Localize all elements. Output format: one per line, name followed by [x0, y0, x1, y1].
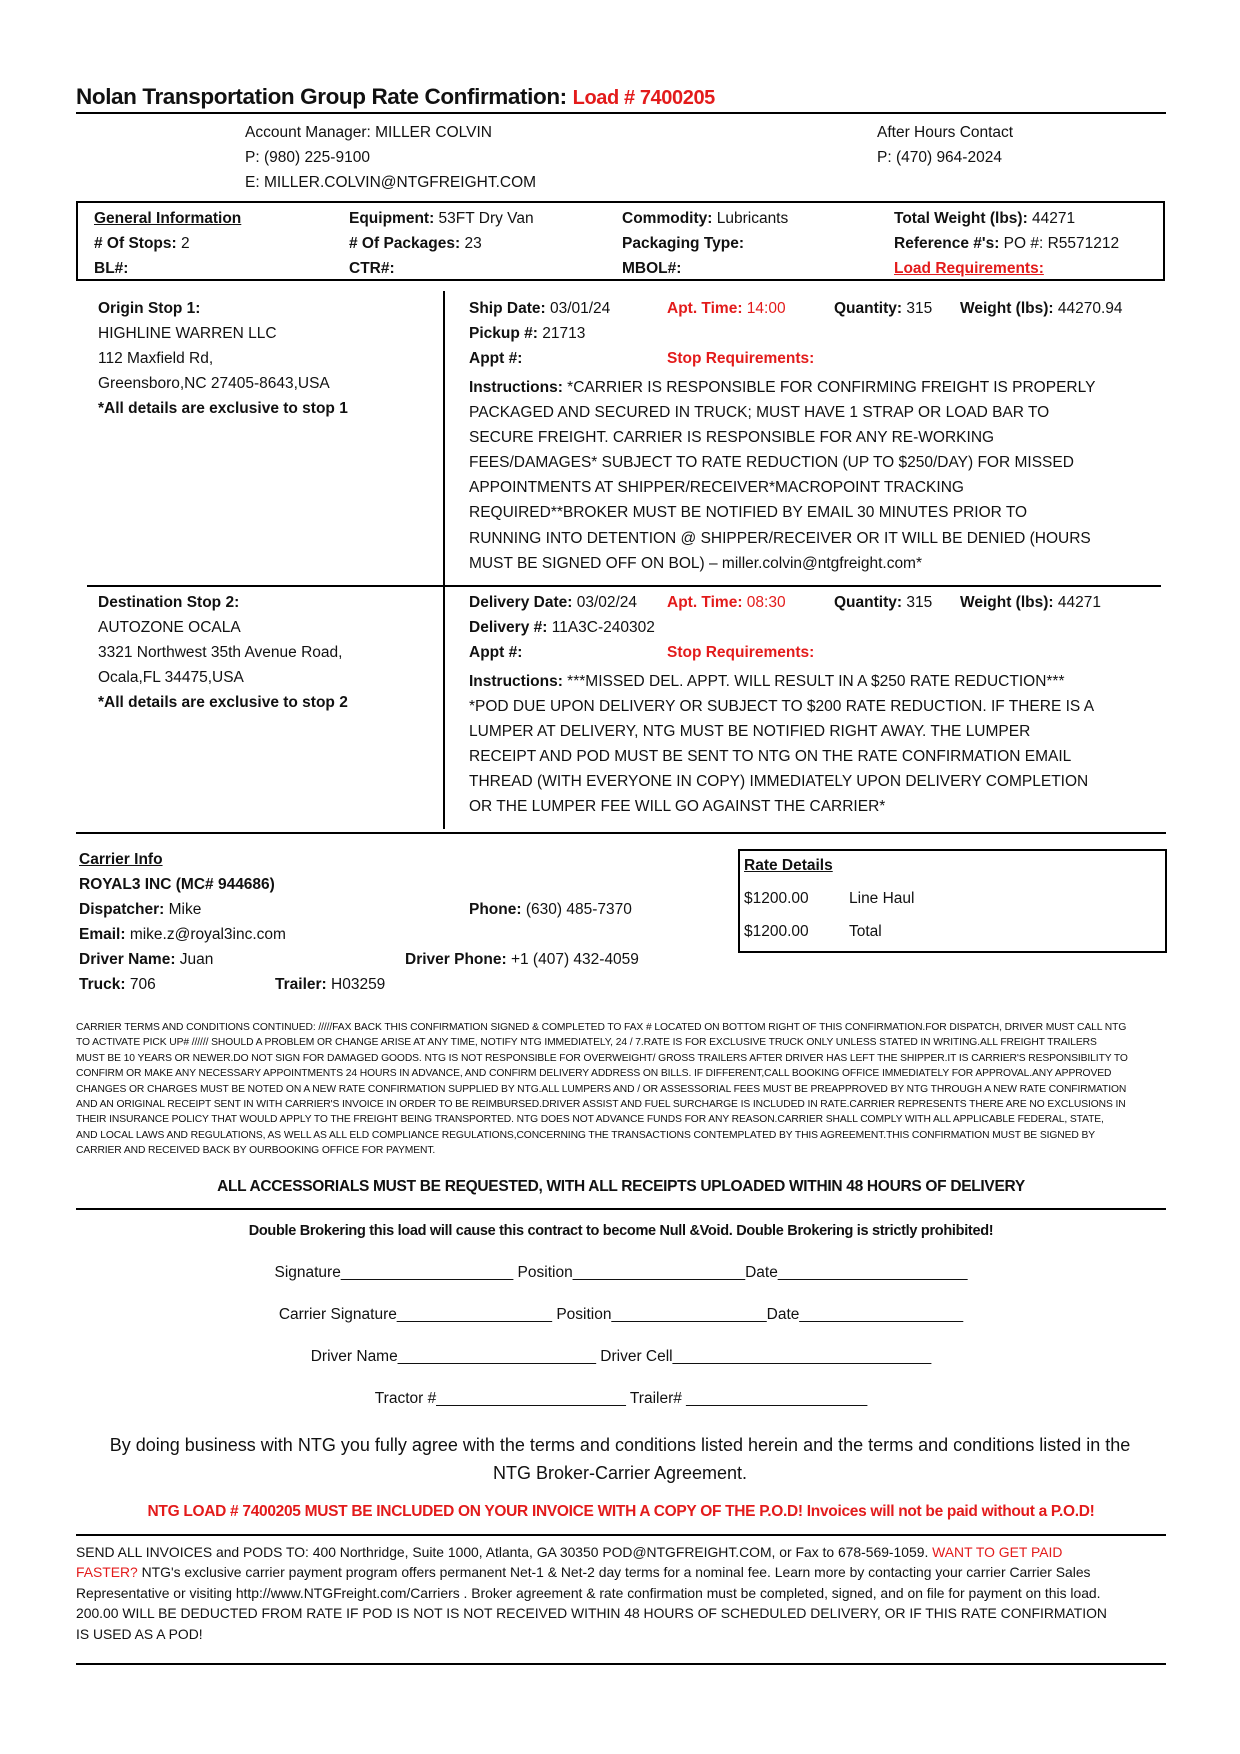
- agreement-statement: By doing business with NTG you fully agree with the terms and conditions listed herein and the terms and conditions listed in the NTG Broker-Carrier Agreement.: [109, 1435, 1131, 1483]
- rate-row-total: [744, 923, 882, 941]
- stops-count: # Of Stops: 2: [94, 235, 190, 252]
- origin-weight: Weight (lbs): 44270.94: [960, 300, 1123, 317]
- load-requirements-link[interactable]: Load Requirements:: [894, 260, 1044, 277]
- account-manager-block: [245, 120, 536, 195]
- invoice-notice: NTG LOAD # 7400205 MUST BE INCLUDED ON YOUR INVOICE WITH A COPY OF THE P.O.D! Invoices will not be paid without a P.O.D!: [147, 1503, 1095, 1520]
- equipment: Equipment: 53FT Dry Van: [349, 210, 534, 227]
- after-hours-block: [877, 120, 1013, 170]
- carrier-terms: CARRIER TERMS AND CONDITIONS CONTINUED: /////FAX BACK THIS CONFIRMATION SIGNED & COMPLETED TO FAX # LOCATED ON BOTTOM RIGHT OF THIS CONFIRMATION.FOR DISPATCH, DRIVER MUST CALL NTG TO ACTIVATE PICK UP# ////// SHOULD A PROBLEM OR CHANGE ARISE AT ANY TIME, NOTIFY NTG IMMEDIATELY, 24 / 7.RATE IS FOR EXCLUSIVE TRUCK ONLY UNLESS STATED IN WRITING.ALL FREIGHT TRAILERS MUST BE 10 YEARS OR NEWER.DO NOT SIGN FOR DAMAGED GOODS. NTG IS NOT RESPONSIBLE FOR OVERWEIGHT/ GROSS TRAILERS AFTER DRIVER HAS LEFT THE SHIPPER.IT IS CARRIER'S RESPONSIBILITY TO CONFIRM OR MAKE ANY NECESSARY APPOINTMENTS 24 HOURS IN ADVANCE, AND CONFIRM DELIVERY ADDRESS ON BILLS. IF DIFFERENT,CALL BOOKING OFFICE IMMEDIATELY FOR APPROVAL.ANY APPROVED CHANGES OR CHARGES MUST BE NOTED ON A NEW RATE CONFIRMATION SUPPLIED BY NTG.ALL LUMPERS AND / OR ASSESSORIAL FEES MUST BE PREAPPROVED BY NTG THROUGH A NEW RATE CONFIRMATION AND AN ORIGINAL RECEIPT SENT IN WITH CARRIER'S INVOICE IN ORDER TO BE REIMBURSED.DRIVER ASSIST AND FUEL SURCHARGE IS INCLUDED IN RATE.CARRIER REPRESENTS THERE ARE NO EXCLUSIONS IN THEIR INSURANCE POLICY THAT WOULD APPLY TO THE FREIGHT BEING TRANSPORTED. NTG DOES NOT ADVANCE FUNDS FOR ANY REASON.CARRIER SHALL COMPLY WITH ALL APPLICABLE FEDERAL, STATE, AND LOCAL LAWS AND REGULATIONS, AS WELL AS ALL ELD COMPLIANCE REGULATIONS,CONCERNING THE TRANSACTIONS CONTEMPLATED BY THIS AGREEMENT.THIS CONFIRMATION MUST BE SIGNED BY CARRIER AND RECEIVED BACK BY OURBOOKING OFFICE FOR PAYMENT.: [76, 1022, 1128, 1157]
- title-rule: [76, 112, 1166, 114]
- origin-name: HIGHLINE WARREN LLC: [98, 325, 277, 342]
- origin-apt-time: Apt. Time: 14:00: [667, 300, 786, 317]
- destination-address-line2: Ocala,FL 34475,USA: [98, 669, 244, 686]
- general-col-2: [349, 206, 534, 281]
- driver-phone: Driver Phone: +1 (407) 432-4059: [405, 951, 639, 968]
- general-col-1: [94, 206, 241, 281]
- signature-line[interactable]: Signature____________________ Position____________________Date______________________: [274, 1264, 968, 1281]
- reference-numbers: Reference #'s: PO #: R5571212: [894, 235, 1120, 252]
- origin-pickup-number: Pickup #: 21713: [469, 325, 586, 342]
- packaging-type: Packaging Type:: [622, 235, 745, 252]
- origin-stop-heading: Origin Stop 1:: [98, 300, 201, 317]
- origin-address-line1: 112 Maxfield Rd,: [98, 350, 214, 367]
- rate-details-heading: Rate Details: [744, 857, 833, 874]
- origin-instructions: Instructions: *CARRIER IS RESPONSIBLE FOR CONFIRMING FREIGHT IS PROPERLY PACKAGED AND SECURED IN TRUCK; MUST HAVE 1 STRAP OR LOAD BAR TO SECURE FREIGHT. CARRIER IS RESPONSIBLE FOR ANY RE-WORKING FEES/DAMAGES* SUBJECT TO RATE REDUCTION (UP TO $250/DAY) FOR MISSED APPOINTMENTS AT SHIPPER/RECEIVER*MACROPOINT TRACKING REQUIRED**BROKER MUST BE NOTIFIED BY EMAIL 30 MINUTES PRIOR TO RUNNING INTO DETENTION @ SHIPPER/RECEIVER OR IT WILL BE DENIED (HOURS MUST BE SIGNED OFF ON BOL) – miller.colvin@ntgfreight.com*: [469, 379, 1096, 572]
- carrier-phone: Phone: (630) 485-7370: [469, 901, 632, 918]
- general-col-4: [894, 206, 1119, 281]
- general-col-3: [622, 206, 788, 281]
- mbol-number: MBOL#:: [622, 260, 682, 277]
- stops-horizontal-divider: [87, 585, 1161, 587]
- origin-quantity: Quantity: 315: [834, 300, 933, 317]
- account-manager: Account Manager: MILLER COLVIN: [245, 124, 492, 141]
- origin-stop-requirements: Stop Requirements:: [667, 350, 815, 367]
- destination-exclusive-note: *All details are exclusive to stop 2: [98, 694, 348, 711]
- invoice-rule: [76, 1534, 1166, 1536]
- general-information-heading: General Information: [94, 210, 242, 227]
- ctr-number: CTR#:: [349, 260, 395, 277]
- rate-amount: $1200.00: [744, 890, 809, 907]
- tractor-trailer-line[interactable]: Tractor #______________________ Trailer# _____________________: [374, 1390, 868, 1407]
- destination-delivery-number: Delivery #: 11A3C-240302: [469, 619, 655, 636]
- accessorials-notice: ALL ACCESSORIALS MUST BE REQUESTED, WITH ALL RECEIPTS UPLOADED WITHIN 48 HOURS OF DELIVERY: [217, 1178, 1025, 1195]
- destination-weight: Weight (lbs): 44271: [960, 594, 1101, 611]
- origin-address-line2: Greensboro,NC 27405-8643,USA: [98, 375, 330, 392]
- carrier-email: Email: mike.z@royal3inc.com: [79, 926, 286, 943]
- destination-instructions: Instructions: ***MISSED DEL. APPT. WILL RESULT IN A $250 RATE REDUCTION*** *POD DUE UPON DELIVERY OR SUBJECT TO $200 RATE REDUCTION. IF THERE IS A LUMPER AT DELIVERY, NTG MUST BE NOTIFIED RIGHT AWAY. THE LUMPER RECEIPT AND POD MUST BE SENT TO NTG ON THE RATE CONFIRMATION EMAIL THREAD (WITH EVERYONE IN COPY) IMMEDIATELY UPON DELIVERY COMPLETION OR THE LUMPER FEE WILL GO AGAINST THE CARRIER*: [469, 673, 1095, 816]
- load-number: Load # 7400205: [572, 87, 715, 109]
- page-title: [76, 84, 715, 110]
- destination-stop-requirements: Stop Requirements:: [667, 644, 815, 661]
- destination-name: AUTOZONE OCALA: [98, 619, 241, 636]
- carrier-signature-line[interactable]: Carrier Signature__________________ Position__________________Date___________________: [278, 1306, 964, 1323]
- carrier-name: ROYAL3 INC (MC# 944686): [79, 876, 275, 893]
- destination-stop-heading: Destination Stop 2:: [98, 594, 240, 611]
- destination-delivery-date: Delivery Date: 03/02/24: [469, 594, 638, 611]
- account-manager-phone: P: (980) 225-9100: [245, 149, 370, 166]
- accessorials-rule: [76, 1208, 1166, 1210]
- carrier-info-heading: Carrier Info: [79, 851, 163, 868]
- origin-appt-number: Appt #:: [469, 350, 523, 367]
- destination-address-line1: 3321 Northwest 35th Avenue Road,: [98, 644, 343, 661]
- truck-number: Truck: 706: [79, 976, 156, 993]
- origin-ship-date: Ship Date: 03/01/24: [469, 300, 611, 317]
- after-hours-phone: P: (470) 964-2024: [877, 149, 1002, 166]
- trailer-number: Trailer: H03259: [275, 976, 386, 993]
- destination-appt-number: Appt #:: [469, 644, 523, 661]
- rate-label: Line Haul: [849, 890, 915, 907]
- total-weight: Total Weight (lbs): 44271: [894, 210, 1076, 227]
- driver-name: Driver Name: Juan: [79, 951, 214, 968]
- driver-name-line[interactable]: Driver Name_______________________ Driver Cell______________________________: [310, 1348, 932, 1365]
- destination-stop-address: [98, 590, 348, 715]
- packages-count: # Of Packages: 23: [349, 235, 482, 252]
- stops-bottom-rule: [76, 832, 1166, 834]
- double-brokering-notice: Double Brokering this load will cause this contract to become Null &Void. Double Brokering is strictly prohibited!: [248, 1223, 994, 1239]
- stops-vertical-divider: [443, 291, 445, 829]
- footer-instructions: SEND ALL INVOICES and PODS TO: 400 Northridge, Suite 1000, Atlanta, GA 30350 POD@NTGFREIGHT.COM, or Fax to 678-569-1059. WANT TO GET PAID FASTER? NTG's exclusive carrier payment program offers permanent Net-1 & Net-2 day terms for a nominal fee. Learn more by contacting your carrier Carrier Sales Representative or visiting http://www.NTGFreight.com/Carriers . Broker agreement & rate confirmation must be completed, signed, and on file for payment on this load. 200.00 WILL BE DEDUCTED FROM RATE IF POD IS NOT IS NOT RECEIVED WITHIN 48 HOURS OF SCHEDULED DELIVERY, OR IF THIS RATE CONFIRMATION IS USED AS A POD!: [76, 1544, 1107, 1642]
- document-title: Nolan Transportation Group Rate Confirmation:: [76, 84, 567, 109]
- rate-amount: $1200.00: [744, 923, 809, 940]
- after-hours-label: After Hours Contact: [877, 124, 1014, 141]
- destination-quantity: Quantity: 315: [834, 594, 933, 611]
- rate-row-line-haul: [744, 890, 915, 908]
- bl-number: BL#:: [94, 260, 129, 277]
- carrier-dispatcher: Dispatcher: Mike: [79, 901, 202, 918]
- rate-label: Total: [849, 923, 882, 940]
- footer-rule: [76, 1663, 1166, 1665]
- destination-apt-time: Apt. Time: 08:30: [667, 594, 786, 611]
- commodity: Commodity: Lubricants: [622, 210, 789, 227]
- origin-exclusive-note: *All details are exclusive to stop 1: [98, 400, 348, 417]
- account-manager-email: E: MILLER.COLVIN@NTGFREIGHT.COM: [245, 174, 537, 191]
- origin-stop-address: [98, 296, 348, 421]
